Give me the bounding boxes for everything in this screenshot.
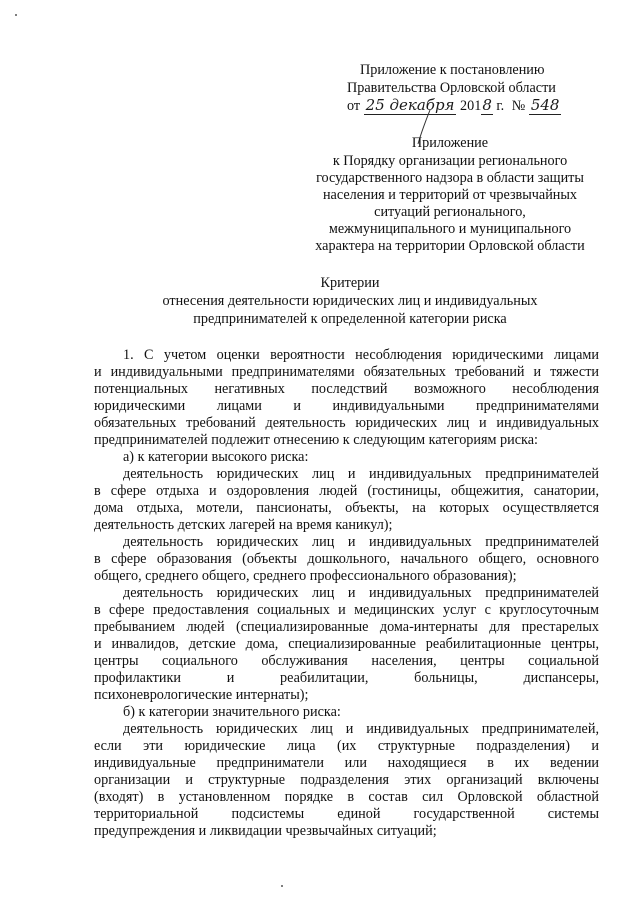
handwritten-year-digit: 8 [482, 96, 492, 114]
body-line: деятельность юридических лиц и индивидуальных предпринимателей, [123, 721, 599, 737]
sub-appendix-line: населения и территорий от чрезвычайных [322, 187, 578, 203]
body-line: в сфере образования (объекты дошкольного, начального общего, основного [94, 551, 599, 567]
body-line: в сфере предоставления социальных и медицинских услуг с круглосуточным [94, 602, 599, 618]
body-line: индивидуальные предприниматели или находящиеся в их ведении [94, 755, 599, 771]
body-line: предупреждения и ликвидации чрезвычайных ситуаций; [94, 823, 437, 839]
date-prefix: от [347, 98, 361, 114]
body-line: и индивидуальными предпринимателями обязательных требований и тяжести [94, 364, 599, 380]
scan-speck-bottom [281, 885, 283, 887]
body-line: территориальной подсистемы единой государственной системы [94, 806, 599, 822]
sub-appendix-line: государственного надзора в области защиты [316, 170, 584, 186]
number-sign: № [511, 98, 526, 114]
document-heading: Критерии [320, 275, 380, 291]
body-line: центры социального обслуживания населения, центры социальной [94, 653, 599, 669]
body-line: пребыванием людей (специализированные дома-интернаты для престарелых [94, 619, 599, 635]
body-line: (входят) в установленном порядке в состав сил Орловской областной [94, 789, 599, 805]
body-line: а) к категории высокого риска: [123, 449, 309, 465]
document-title-line: отнесения деятельности юридических лиц и индивидуальных [162, 293, 538, 309]
body-line: деятельность детских лагерей на время каникул); [94, 517, 393, 533]
handwritten-number: 548 [530, 96, 560, 114]
sub-appendix-line: ситуаций регионального, [374, 204, 526, 220]
body-line: организации и структурные подразделения этих организаций включены [94, 772, 599, 788]
body-line: предпринимателей подлежит отнесению к следующим категориям риска: [94, 432, 538, 448]
body-line: потенциальных негативных последствий возможного несоблюдения [94, 381, 599, 397]
body-line: б) к категории значительного риска: [123, 704, 341, 720]
body-line: общего, среднего общего, среднего профессионального образования); [94, 568, 517, 584]
body-line: в сфере отдыха и оздоровления людей (гостиницы, общежития, санатории, [94, 483, 599, 499]
sub-appendix-line: межмуниципального и муниципального [328, 221, 572, 237]
handwritten-date: 25 декабря [365, 96, 455, 114]
body-line: деятельность юридических лиц и индивидуальных предпринимателей [123, 534, 599, 550]
sub-appendix-line: характера на территории Орловской области [315, 238, 585, 254]
body-line: если эти юридические лица (их структурные подразделения) и [94, 738, 599, 754]
scan-speck-top [15, 14, 17, 16]
body-line: дома отдыха, мотели, пансионаты, объекты, на которых осуществляется [94, 500, 599, 516]
sub-appendix-title: Приложение [411, 135, 489, 151]
date-suffix: г. [496, 98, 505, 114]
body-line: юридическими лицами и индивидуальными предпринимателями [94, 398, 599, 414]
body-line: профилактики и реабилитации, больницы, диспансеры, [94, 670, 599, 686]
date-year-base: 201 [460, 98, 482, 114]
body-line: деятельность юридических лиц и индивидуальных предпринимателей [123, 585, 599, 601]
sub-appendix-line: к Порядку организации регионального [332, 153, 568, 169]
appendix-line-1: Приложение к постановлению [360, 62, 545, 78]
body-line: и инвалидов, детские дома, специализированные реабилитационные центры, [94, 636, 599, 652]
body-line: обязательных требований деятельность юридических лиц и индивидуальных [94, 415, 599, 431]
date-number-line [347, 97, 561, 114]
appendix-line-2: Правительства Орловской области [347, 80, 556, 96]
body-line: психоневрологические интернаты); [94, 687, 309, 703]
body-line: деятельность юридических лиц и индивидуальных предпринимателей [123, 466, 599, 482]
body-line: 1. С учетом оценки вероятности несоблюдения юридическими лицами [123, 347, 599, 363]
document-title-line: предпринимателей к определенной категории риска [193, 311, 507, 327]
